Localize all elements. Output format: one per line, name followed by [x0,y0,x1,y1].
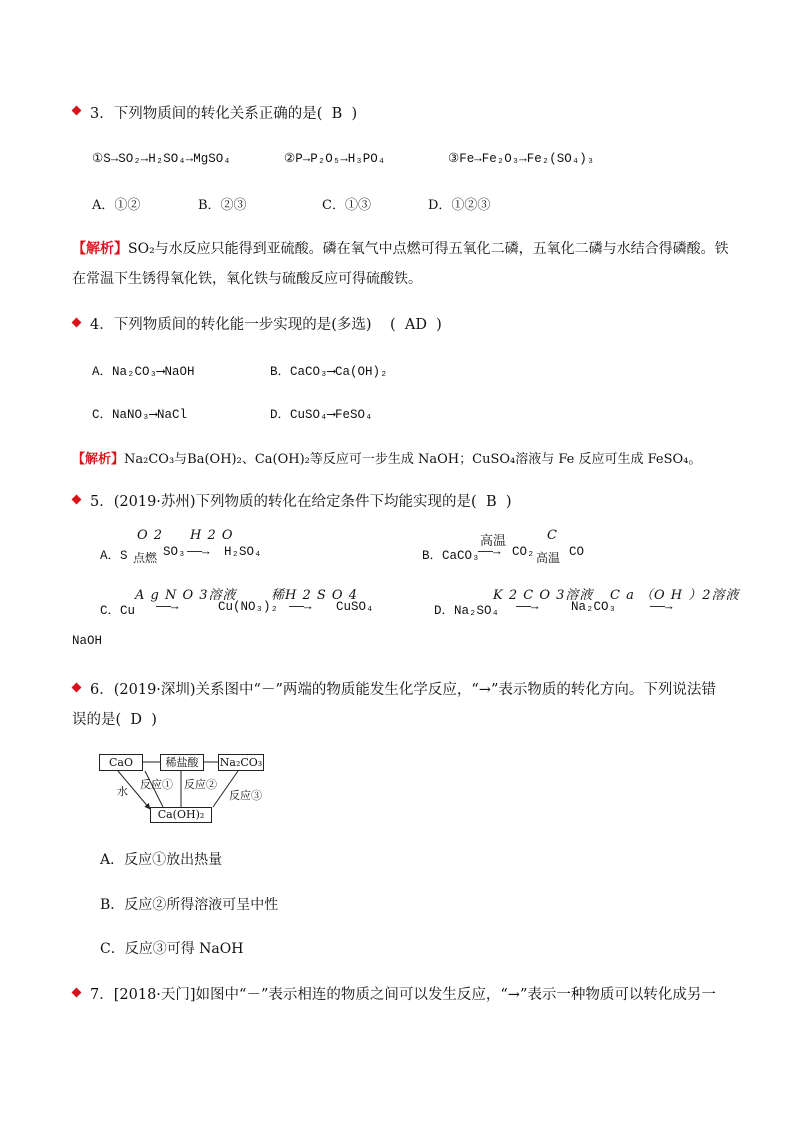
q3-analysis-line-1 [72,238,729,258]
q6-box-acid: 稀盐酸 [160,754,204,771]
q6-option-c: C．反应③可得 NaOH [100,941,244,957]
q5-c-end: CuSO₄ [336,600,374,614]
q5-d-reagent-1: K 2 C O 3溶液 [493,588,594,603]
q4-stem-text: 下列物质间的转化能一步实现的是(多选) [113,317,372,333]
q5-b-condition-2: 高温 [536,551,561,565]
q4-stem: 4．下列物质间的转化能一步实现的是(多选) ( AD ) [90,317,442,333]
q6-label-reaction-3: 反应③ [229,789,262,802]
q7-stem-text: [2018·天门]如图中“－”表示相连的物质之间可以发生反应，“→”表示一种物质可以转化成另一 [113,987,716,1003]
q5-b-prefix: B．CaCO₃ [422,549,480,563]
q6-close-paren: ) [151,712,157,728]
q3-chain-3: ③Fe→Fe₂O₃→Fe₂(SO₄)₃ [448,152,595,166]
q5-a-mid: SO₃ [163,545,186,559]
q5-stem-text: (2019·苏州)下列物质的转化在给定条件下均能实现的是( [113,494,477,510]
q5-b-reagent-2: C [547,528,558,543]
q5-c-mid: Cu(NO₃)₂ [218,600,279,614]
bullet-q5 [72,495,82,505]
q5-c-arrow-2: ——→ [289,600,312,614]
q5-close-paren: ) [505,494,512,510]
q5-d-arrow-2: ——→ [650,600,673,614]
q5-a-condition-1: 点燃 [133,551,158,565]
q6-stem-line-2 [72,708,157,729]
bullet-q6 [72,683,82,693]
q5-c-reagent-1: A g N O 3溶液 [135,588,237,603]
q3-answer: B [331,106,343,122]
q4-option-d: D．CuSO₄⟶FeSO₄ [270,408,373,422]
q5-b-mid: CO₂ [512,545,535,559]
q3-number: 3． [90,106,114,122]
q5-b-end: CO [569,545,585,559]
q6-box-caoh2: Ca(OH)₂ [150,807,212,823]
q3-option-c: C．①③ [322,198,371,213]
q3-option-b: B．②③ [198,198,247,213]
q5-a-arrow-2: ——→ [187,545,210,559]
q4-number: 4． [90,317,114,333]
q3-option-a: A．①② [92,198,141,213]
q6-answer: D [130,712,143,728]
q5-c-reagent-2: 稀H 2 S O 4 [271,588,358,603]
q6-stem-text-2: 误的是( [72,712,122,728]
q4-analysis-tag: 【解析】 [72,452,125,467]
q5-a-prefix: A．S [100,549,128,563]
q5-answer: B [485,494,497,510]
q5-b-condition-1: 高温 [480,534,507,549]
q5-a-reagent-1: O 2 [137,528,164,543]
q6-label-reaction-2: 反应② [184,778,217,791]
q5-d-end: NaOH [72,634,103,648]
q3-option-d: D．①②③ [428,198,491,213]
q7-number: 7． [90,987,114,1003]
q4-option-a: A．Na₂CO₃⟶NaOH [92,365,195,379]
q3-close-paren: ) [351,106,358,122]
bullet-q7 [72,988,82,998]
bullet-q3 [72,106,82,116]
q6-stem-text-1: (2019·深圳)关系图中“－”两端的物质能发生化学反应，“→”表示物质的转化方向。下列说法错 [113,682,716,698]
q4-answer: AD [404,317,427,333]
q4-analysis-text: Na₂CO₃与Ba(OH)₂、Ca(OH)₂等反应可一步生成 NaOH；CuSO₄溶液与 Fe 反应可生成 FeSO₄。 [124,452,702,467]
q6-relation-diagram [98,752,268,822]
q5-c-prefix: C．Cu [100,604,136,618]
q3-analysis-tag: 【解析】 [72,241,128,257]
q3-analysis-line-2: 在常温下生锈得氧化铁，氧化铁与硫酸反应可得硫酸铁。 [72,271,422,287]
q7-stem [90,983,716,1004]
q4-option-c: C．NaNO₃⟶NaCl [92,408,188,422]
q3-analysis-text-1: SO₂与水反应只能得到亚硫酸。磷在氧气中点燃可得五氧化二磷，五氧化二磷与水结合得磷酸。铁 [128,241,729,257]
bullet-q4 [72,318,82,328]
q5-d-arrow-1: ——→ [516,600,539,614]
q3-chain-2: ②P→P₂O₅→H₃PO₄ [284,152,386,166]
q5-stem [90,490,511,511]
q4-analysis [72,448,701,467]
q6-label-reaction-1: 反应① [140,778,173,791]
q5-d-mid: Na₂CO₃ [571,600,617,614]
q5-number: 5． [90,494,114,510]
q5-a-reagent-2: H 2 O [190,528,234,543]
q3-stem-text: 下列物质间的转化关系正确的是( [113,106,323,122]
q6-number: 6． [90,682,114,698]
q6-label-water: 水 [117,785,128,798]
q3-stem [90,102,357,123]
q3-chain-1: ①S→SO₂→H₂SO₄→MgSO₄ [92,152,231,166]
q5-c-arrow-1: ——→ [156,600,179,614]
q5-d-prefix: D．Na₂SO₄ [434,604,500,618]
q5-b-arrow-1: ——→ [478,545,501,559]
q5-d-reagent-2: C a （O H ）2溶液 [610,588,740,603]
q6-option-a: A．反应①放出热量 [100,852,223,868]
q5-a-end: H₂SO₄ [224,545,262,559]
q6-stem-line-1 [90,678,716,699]
q6-box-na2co3: Na₂CO₃ [219,756,263,769]
q4-option-b: B．CaCO₃⟶Ca(OH)₂ [270,365,388,379]
q6-option-b: B．反应②所得溶液可呈中性 [100,897,279,913]
q6-box-cao: CaO [99,754,143,771]
